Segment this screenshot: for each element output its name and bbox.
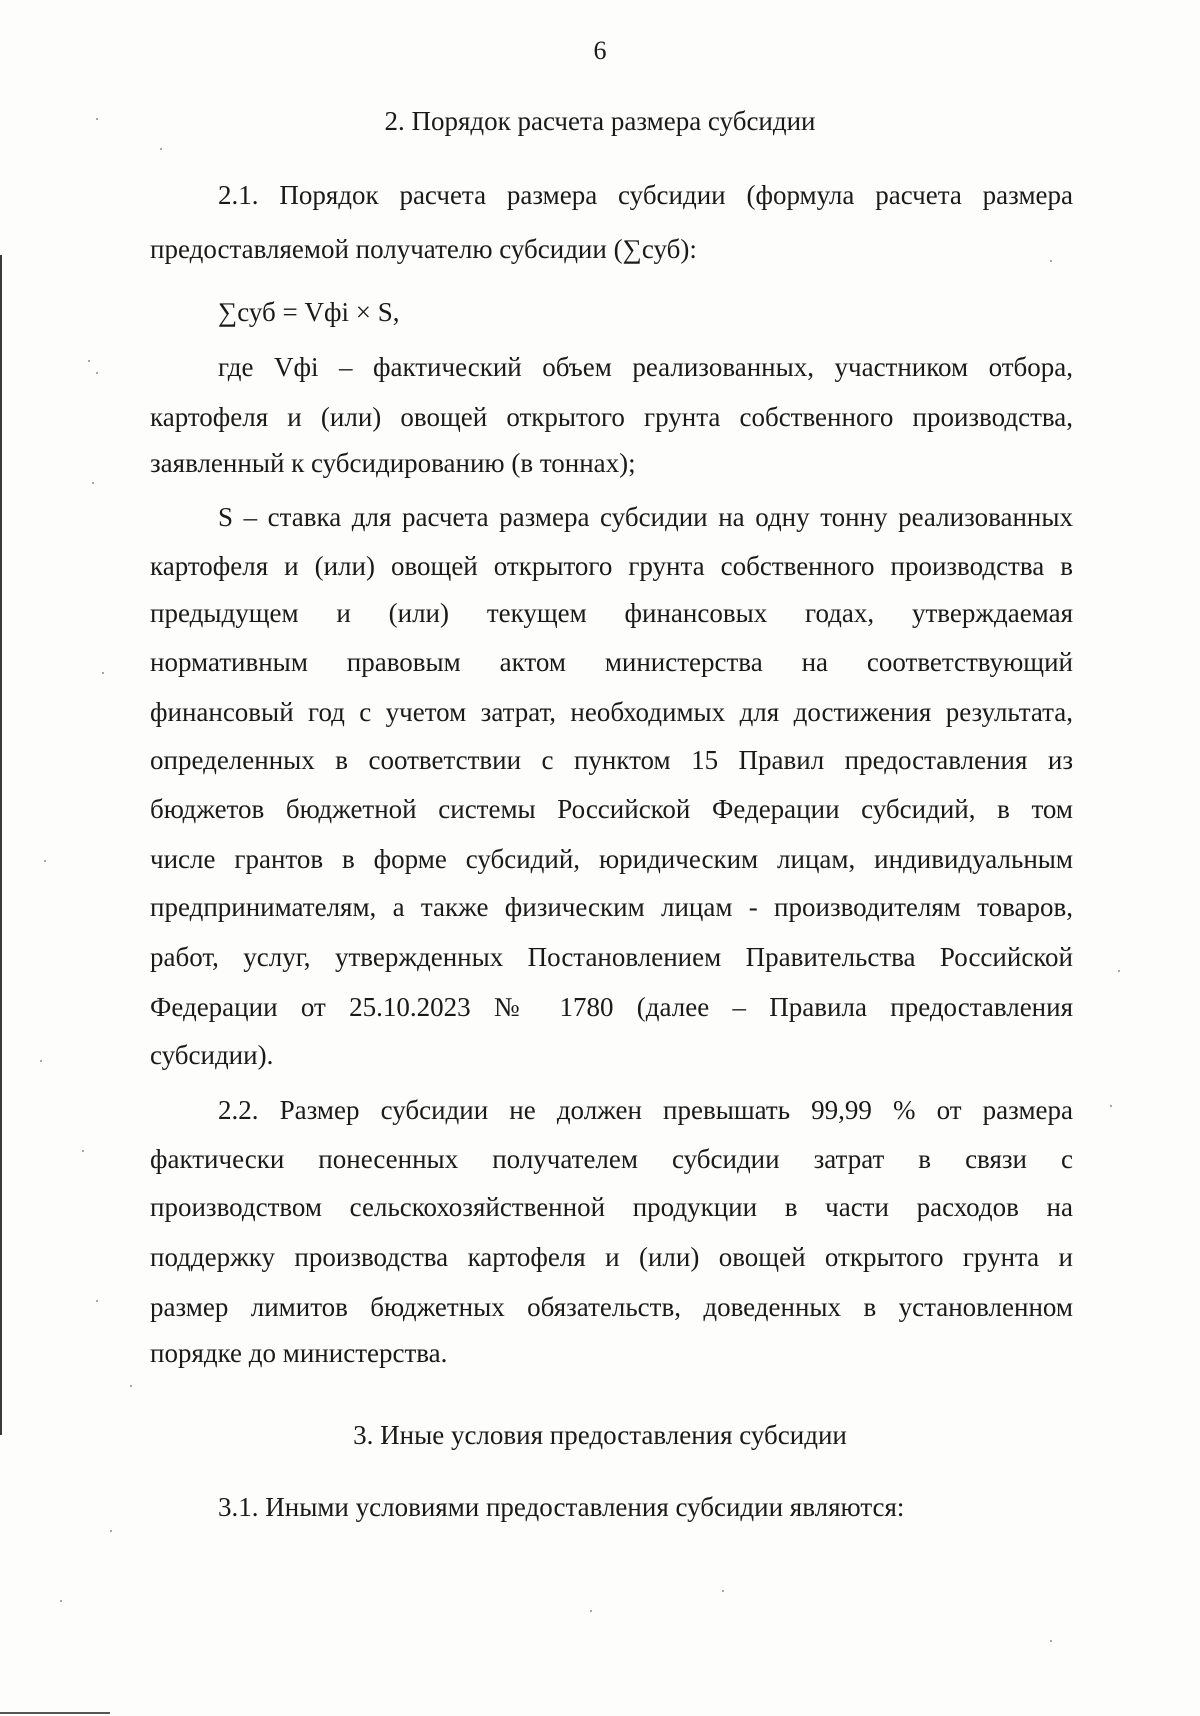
section-2-heading: 2. Порядок расчета размера субсидии bbox=[384, 106, 816, 136]
definition-s-line: работ, услуг, утвержденных Постановлением Правительства Российской bbox=[150, 942, 1073, 972]
paragraph-3-1: 3.1. Иными условиями предоставления субсидии являются: bbox=[218, 1492, 905, 1522]
subsidy-formula: ∑суб = Vфi × S, bbox=[218, 297, 400, 327]
definition-s-line: нормативным правовым актом министерства на соответствующий bbox=[150, 647, 1073, 677]
definition-s-line: предпринимателям, а также физическим лицам - производителям товаров, bbox=[150, 892, 1073, 922]
scan-speck bbox=[44, 860, 46, 862]
page-number: 6 bbox=[593, 36, 607, 65]
definition-s-line: Федерации от 25.10.2023 № 1780 (далее – Правила предоставления bbox=[150, 992, 1073, 1022]
definition-s-line: картофеля и (или) овощей открытого грунта собственного производства в bbox=[150, 551, 1073, 581]
definition-s-line: субсидии). bbox=[150, 1040, 274, 1070]
definition-vfi-line: картофеля и (или) овощей открытого грунта собственного производства, bbox=[150, 402, 1073, 432]
paragraph-2-1-line: 2.1. Порядок расчета размера субсидии (формула расчета размера bbox=[218, 180, 1073, 210]
scan-speck bbox=[96, 372, 98, 374]
scan-speck bbox=[1050, 1640, 1052, 1642]
scan-speck bbox=[722, 1590, 724, 1592]
scan-speck bbox=[1110, 1105, 1112, 1107]
paragraph-2-2-line: размер лимитов бюджетных обязательств, доведенных в установленном bbox=[150, 1292, 1073, 1322]
definition-vfi-line: где Vфi – фактический объем реализованных, участником отбора, bbox=[218, 352, 1073, 382]
definition-s-line: финансовый год с учетом затрат, необходимых для достижения результата, bbox=[150, 697, 1073, 727]
paragraph-2-1-line: предоставляемой получателю субсидии (∑суб): bbox=[150, 234, 697, 264]
scan-speck bbox=[1118, 970, 1120, 972]
scan-speck bbox=[88, 360, 90, 362]
paragraph-2-2-line: поддержку производства картофеля и (или) овощей открытого грунта и bbox=[150, 1242, 1073, 1272]
section-3-heading: 3. Иные условия предоставления субсидии bbox=[353, 1420, 847, 1450]
scan-edge-line bbox=[0, 255, 2, 1435]
paragraph-2-2-line: 2.2. Размер субсидии не должен превышать 99,99 % от размера bbox=[218, 1095, 1073, 1125]
definition-s-line: бюджетов бюджетной системы Российской Федерации субсидий, в том bbox=[150, 794, 1073, 824]
definition-s-line: определенных в соответствии с пунктом 15 Правил предоставления из bbox=[150, 745, 1073, 775]
scan-speck bbox=[60, 1600, 62, 1602]
paragraph-2-2-line: порядке до министерства. bbox=[150, 1338, 448, 1368]
scan-bottom-line bbox=[0, 1712, 110, 1714]
scan-speck bbox=[102, 672, 104, 674]
scan-speck bbox=[82, 1150, 84, 1152]
scan-speck bbox=[590, 1610, 592, 1612]
scan-speck bbox=[40, 1060, 42, 1062]
definition-vfi-line: заявленный к субсидированию (в тоннах); bbox=[150, 448, 636, 478]
paragraph-2-2-line: производством сельскохозяйственной продукции в части расходов на bbox=[150, 1192, 1073, 1222]
definition-s-line: S – ставка для расчета размера субсидии на одну тонну реализованных bbox=[218, 502, 1073, 532]
paragraph-2-2-line: фактически понесенных получателем субсидии затрат в связи с bbox=[150, 1144, 1073, 1174]
scan-speck bbox=[160, 148, 162, 150]
scan-speck bbox=[96, 1300, 98, 1302]
scan-speck bbox=[110, 1530, 112, 1532]
definition-s-line: числе грантов в форме субсидий, юридическим лицам, индивидуальным bbox=[150, 844, 1073, 874]
scan-speck bbox=[130, 1385, 132, 1387]
scan-speck bbox=[92, 482, 94, 484]
definition-s-line: предыдущем и (или) текущем финансовых годах, утверждаемая bbox=[150, 598, 1073, 628]
